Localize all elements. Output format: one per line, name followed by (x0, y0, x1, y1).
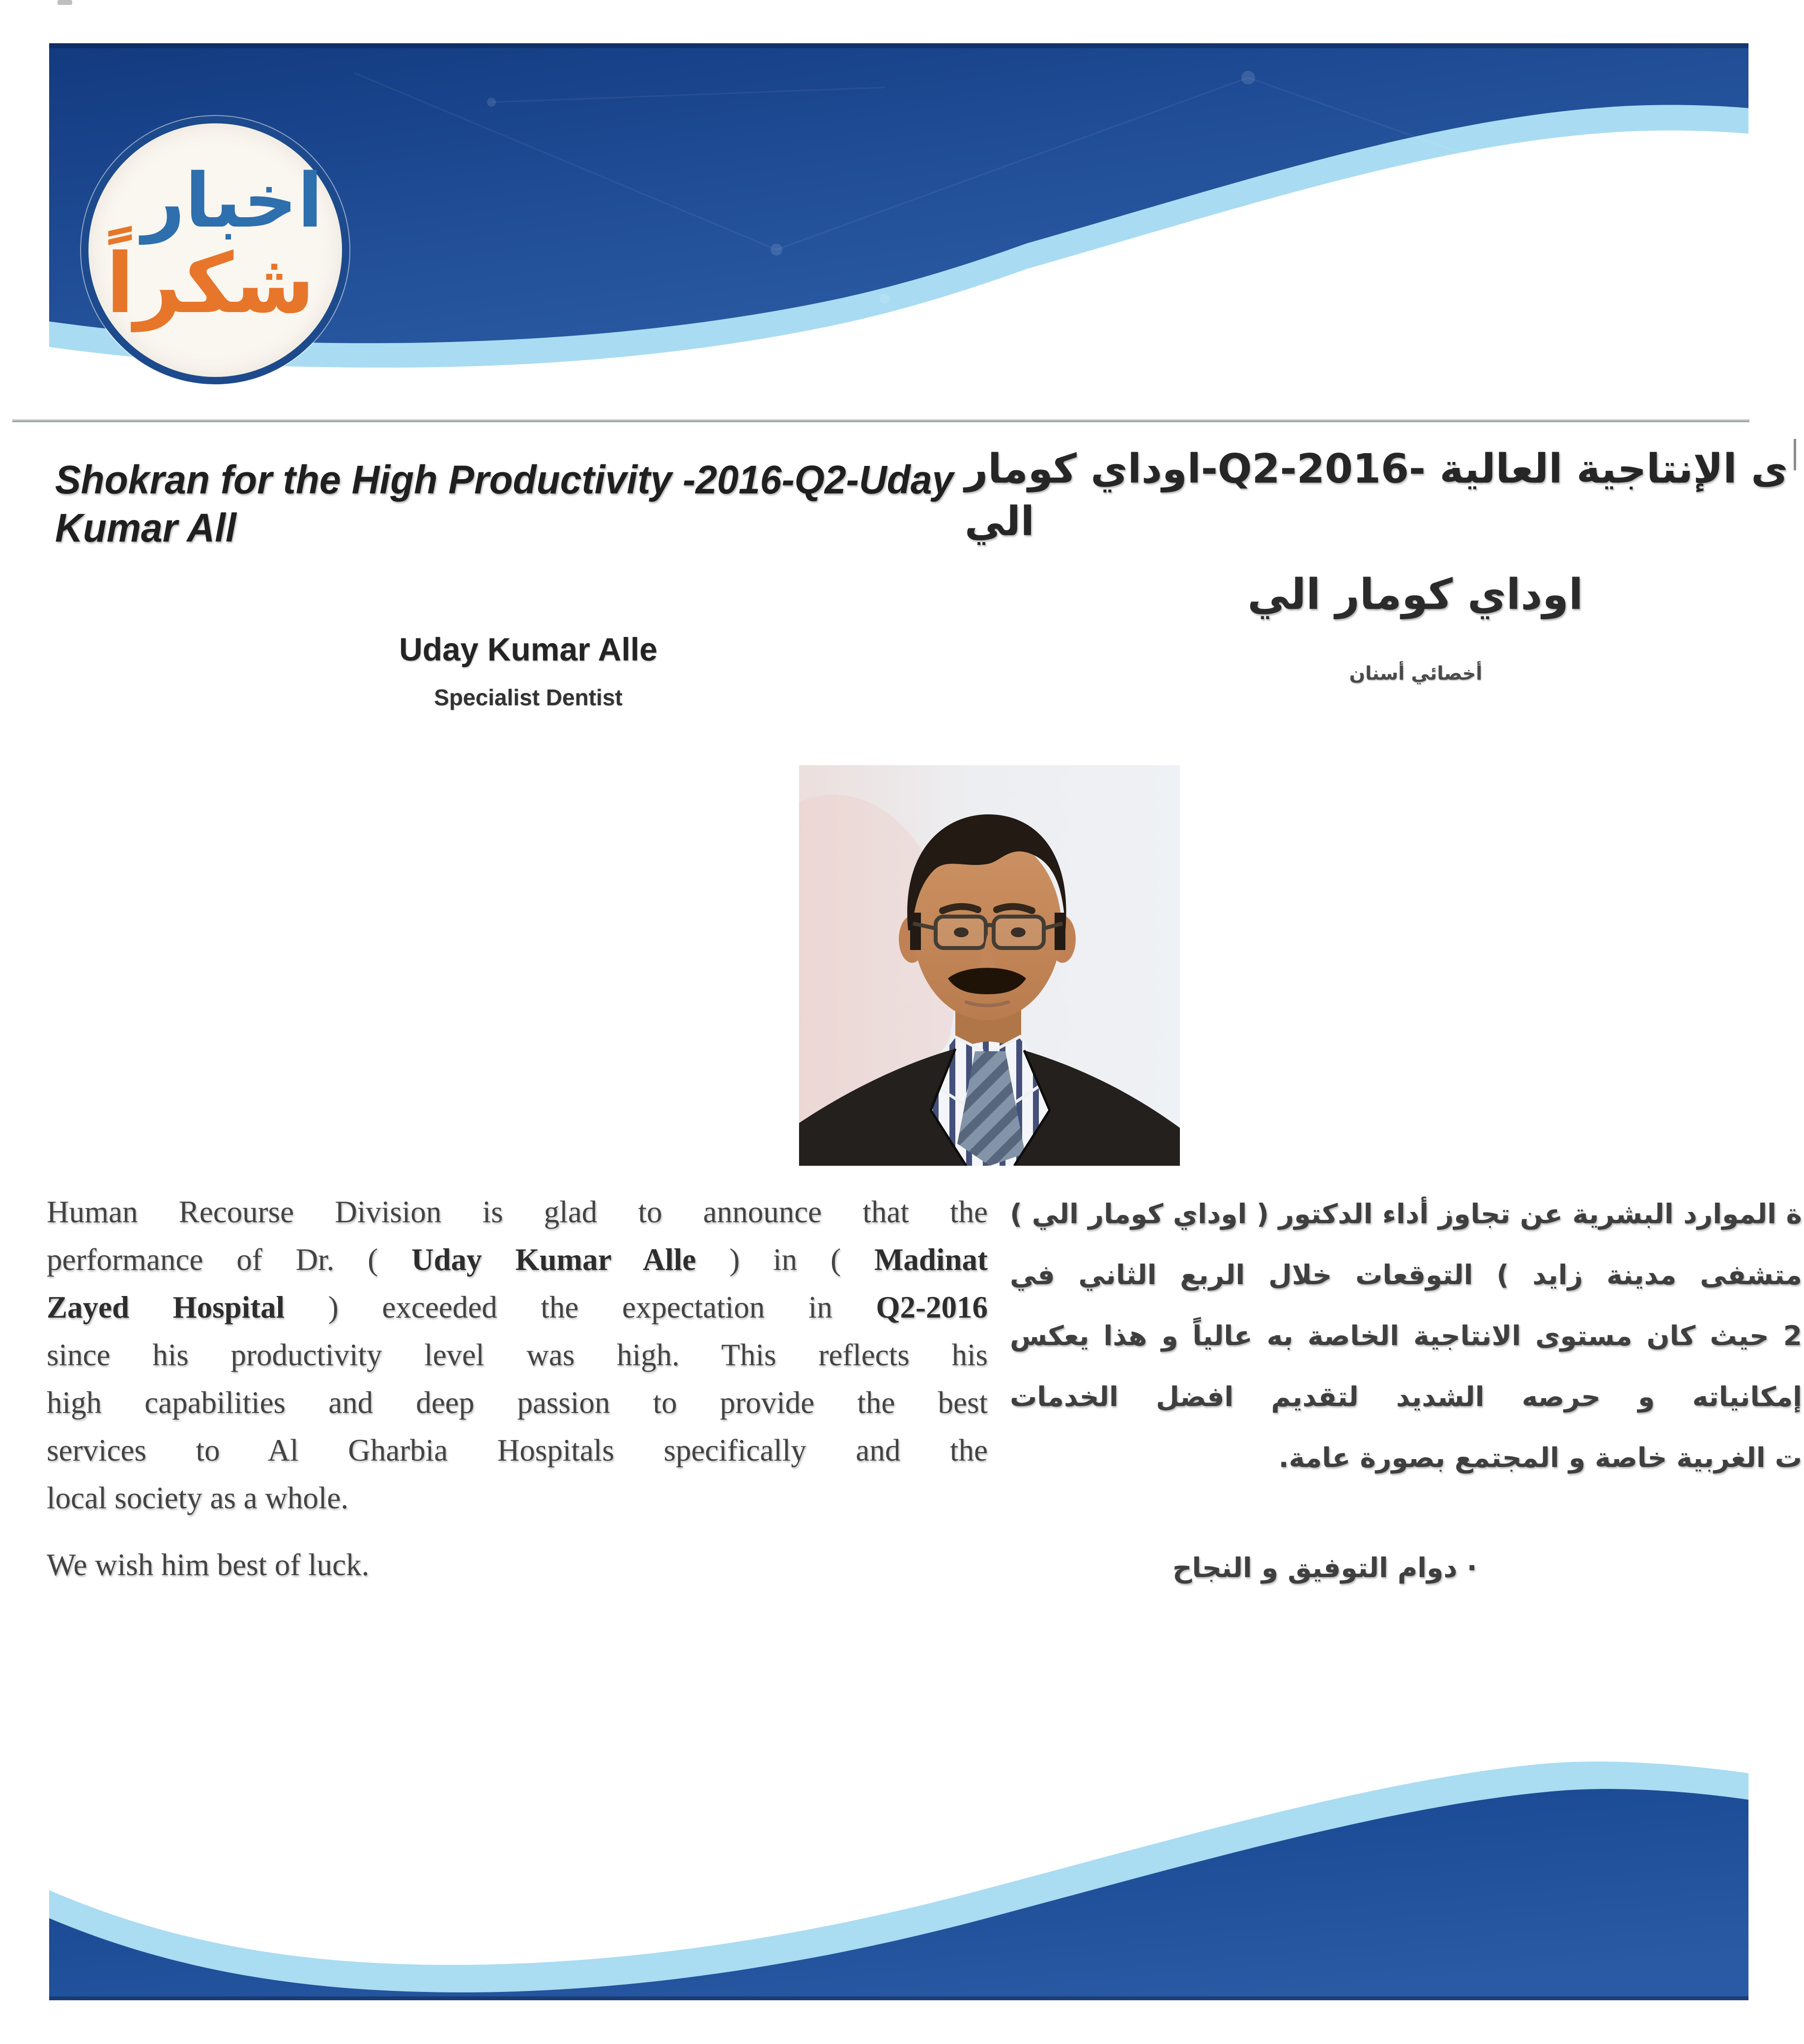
text-segment-bold: Q2-2016 (876, 1290, 988, 1324)
paragraph-line (47, 1427, 988, 1474)
paragraph-line (47, 1331, 988, 1379)
text-segment: Human Recourse Division is glad to announce that the (47, 1195, 988, 1229)
name-arabic: اوداي كومار الي (1247, 570, 1583, 619)
text-segment: performance of Dr. ( (47, 1242, 412, 1277)
paragraph-line-ar: ة الموارد البشرية عن تجاوز أداء الدكتور ( اوداي كومار الي ) (1010, 1198, 1802, 1230)
text-segment-bold: Zayed Hospital (47, 1290, 285, 1324)
man-tie-knot (969, 1051, 1011, 1082)
footer-banner (49, 1749, 1748, 2000)
arabic-closing: · دوام التوفيق و النجاح (1173, 1552, 1477, 1583)
paragraph-line (47, 1379, 988, 1427)
paragraph-line (47, 1236, 988, 1284)
title-english: Shokran for the High Productivity -2016-Q2-Uday Kumar All (55, 458, 954, 551)
paragraph-line-ar: إمكانياته و حرصه الشديد لتقديم افضل الخدمات (1010, 1381, 1802, 1412)
newsletter-logo (81, 116, 349, 384)
paragraph-line (47, 1284, 988, 1331)
text-segment: high capabilities and deep passion to provide the best (47, 1385, 988, 1420)
english-closing: We wish him best of luck. (47, 1548, 370, 1582)
text-segment: services to Al Gharbia Hospitals specifically and the (47, 1433, 988, 1468)
paragraph-line-ar: 2 حيث كان مستوى الانتاجية الخاصة به عالياً و هذا يعكس (1010, 1320, 1802, 1352)
text-segment: ) in ( (696, 1242, 874, 1277)
portrait-photo (799, 765, 1180, 1166)
role-english: Specialist Dentist (434, 685, 623, 710)
man-sideburn-left (910, 913, 921, 950)
paragraph-line (47, 1474, 988, 1522)
role-arabic: أخصائي أسنان (1349, 662, 1483, 684)
text-segment: ) exceeded the expectation in (285, 1290, 876, 1324)
header-rule (12, 419, 1749, 422)
logo-text-akhbar: اخبار (142, 157, 323, 244)
header-top-edge (49, 43, 1748, 48)
arabic-paragraph (1010, 1183, 1802, 1488)
title-arabic: ى الإنتاجية العالية -Q2-2016-اوداي كومار الي (965, 446, 1788, 545)
footer-bottom-edge (49, 1996, 1748, 2000)
logo-text-shukran: شكراً (106, 235, 315, 332)
paragraph-line-ar: متشفى مدينة زايد ) التوقعات خلال الربع الثاني في (1010, 1259, 1802, 1291)
paragraph-line (47, 1188, 988, 1236)
top-edge-mark (57, 0, 72, 5)
man-sideburn-right (1055, 913, 1065, 950)
text-segment-bold: Madinat (874, 1242, 988, 1277)
text-segment-bold: Uday Kumar Alle (411, 1242, 696, 1277)
text-segment: since his productivity level was high. This reflects his (47, 1338, 988, 1372)
english-paragraph (47, 1188, 988, 1522)
name-english: Uday Kumar Alle (399, 631, 658, 667)
text-segment: local society as a whole. (47, 1481, 349, 1515)
paragraph-line-ar: ت الغربية خاصة و المجتمع بصورة عامة. (1278, 1442, 1802, 1473)
